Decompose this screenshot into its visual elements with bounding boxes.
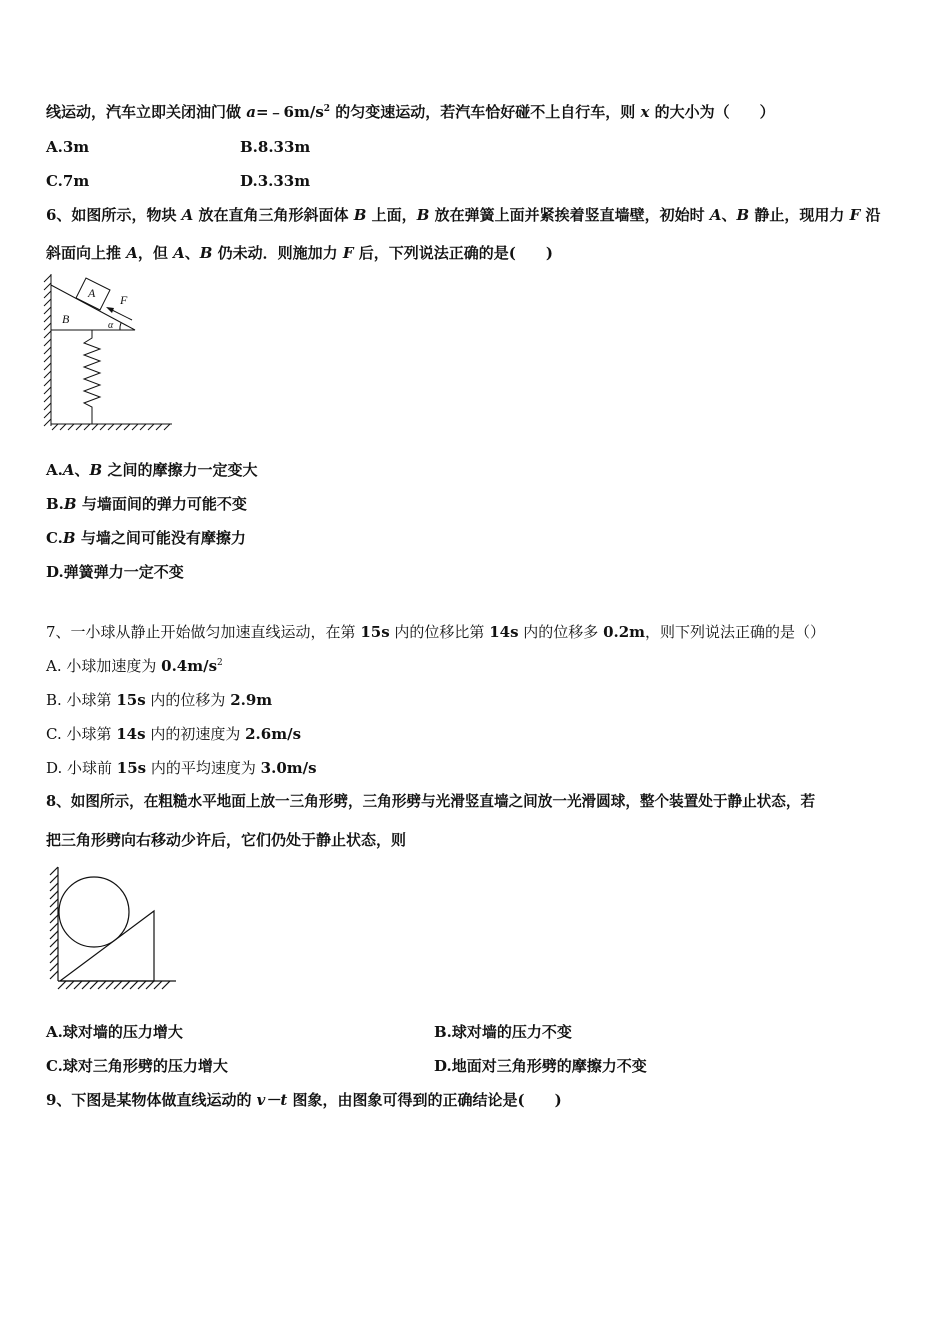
- label-alpha: α: [108, 320, 114, 331]
- q6-figure: [40, 270, 180, 435]
- wall-hatch: [44, 275, 51, 426]
- q5-var-x: x: [640, 103, 650, 121]
- q6-text: 与墙之间可能没有摩擦力: [75, 529, 246, 547]
- q6-text: 仍未动．则施加力: [212, 244, 343, 262]
- q7-text: 7、一小球从静止开始做匀加速直线运动，在第: [46, 623, 361, 641]
- q6-text: 放在直角三角形斜面体: [193, 206, 354, 224]
- q7-value: 14s: [489, 623, 519, 641]
- q7-value: 0.2m: [603, 623, 646, 641]
- q7-value: 0.4m/s: [161, 657, 218, 675]
- q6-var: B: [353, 206, 367, 224]
- label-b: B: [62, 312, 70, 326]
- q5-stem-text: 线运动，汽车立即关闭油门做: [46, 103, 247, 121]
- ground-hatch: [58, 981, 170, 989]
- spring: [84, 330, 100, 424]
- q5-sup: 2: [323, 104, 331, 114]
- q5-stem-text: 的大小为（ ）: [649, 103, 775, 121]
- q7-value: 14s: [116, 725, 146, 743]
- q7-text: 内的位移为: [145, 691, 231, 709]
- q8-stem-line1: 8、如图所示，在粗糙水平地面上放一三角形劈，三角形劈与光滑竖直墙之间放一光滑圆球，整个装置处于静止状态，若: [46, 793, 816, 810]
- q7-sup: 2: [217, 658, 223, 668]
- q6-text: 与墙面间的弹力可能不变: [76, 495, 247, 513]
- q7-text: 内的位移比第: [389, 623, 490, 641]
- q7-option-d: [46, 758, 317, 778]
- q8-option-a: A.球对墙的压力增大: [46, 1023, 183, 1041]
- q5-option-d: D.3.33m: [240, 172, 311, 190]
- q5-stem-text: 的匀变速运动，若汽车恰好碰不上自行车，则: [330, 103, 641, 121]
- floor-hatch: [52, 424, 170, 430]
- q5-option-a: A.3m: [46, 138, 90, 156]
- q6-text: 上面，: [366, 206, 417, 224]
- q7-value: 15s: [116, 759, 147, 777]
- q7-text: B. 小球第: [46, 691, 117, 709]
- q6-var: A: [126, 244, 138, 262]
- q7-text: D. 小球前: [46, 759, 117, 777]
- q9-var: v－t: [256, 1091, 288, 1109]
- q7-option-b: [46, 690, 272, 710]
- q6-option-a: [46, 460, 257, 480]
- ball: [59, 877, 129, 947]
- q6-text: 6、如图所示，物块: [46, 206, 182, 224]
- q6-text: 、: [721, 206, 737, 224]
- q6-var: F: [849, 206, 861, 224]
- q5-stem-text: =﹣6m/s: [255, 103, 324, 121]
- q9-text: 9、下图是某物体做直线运动的: [46, 1091, 257, 1109]
- q6-option-d: D.弹簧弹力一定不变: [46, 563, 184, 581]
- q6-var: B: [63, 495, 77, 513]
- q7-text: 内的平均速度为: [146, 759, 261, 777]
- q8-option-b: B.球对墙的压力不变: [434, 1023, 572, 1041]
- q7-value: 15s: [116, 691, 146, 709]
- q6-var: F: [342, 244, 354, 262]
- q7-text: ，则下列说法正确的是（）: [645, 623, 826, 641]
- q6-var: B: [199, 244, 213, 262]
- q7-value: 2.9m: [230, 691, 273, 709]
- q6-var: A: [709, 206, 722, 224]
- q9-text: 图象，由图象可得到的正确结论是( ): [287, 1091, 562, 1109]
- q8-option-c: C.球对三角形劈的压力增大: [46, 1057, 228, 1075]
- q6-text: 放在弹簧上面并紧挨着竖直墙壁，初始时: [429, 206, 710, 224]
- q7-value: 15s: [360, 623, 390, 641]
- q6-text: 之间的摩擦力一定变大: [102, 461, 258, 479]
- q5-stem: [46, 102, 775, 122]
- option-label: B.: [46, 495, 64, 513]
- option-label: C.: [46, 529, 63, 547]
- label-f: F: [120, 293, 128, 307]
- q6-text: 、: [74, 461, 90, 479]
- arrow-head: [106, 307, 114, 313]
- q6-text: 斜面向上推: [46, 244, 127, 262]
- q6-text: 静止，现用力: [749, 206, 850, 224]
- q6-stem-line1: [46, 205, 881, 225]
- q7-text: A. 小球加速度为: [46, 657, 162, 675]
- q8-stem-line2: 把三角形劈向右移动少许后，它们仍处于静止状态，则: [46, 831, 407, 849]
- q7-text: C. 小球第: [46, 725, 117, 743]
- q7-option-a: [46, 656, 223, 676]
- wedge: [60, 911, 154, 981]
- q7-value: 3.0m/s: [260, 759, 317, 777]
- q6-option-b: [46, 494, 247, 514]
- q7-option-c: [46, 724, 301, 744]
- label-a: A: [88, 286, 96, 300]
- q7-stem: [46, 622, 825, 642]
- q6-text: 后，下列说法正确的是( ): [353, 244, 553, 262]
- q5-option-c: C.7m: [46, 172, 90, 190]
- q6-text: 、: [184, 244, 200, 262]
- angle-arc: [120, 323, 121, 330]
- q6-var: B: [89, 461, 103, 479]
- q7-text: 内的位移多: [518, 623, 604, 641]
- wall-hatch: [50, 867, 58, 979]
- q6-var: A: [62, 461, 75, 479]
- q6-var: A: [173, 244, 185, 262]
- q7-value: 2.6m/s: [245, 725, 302, 743]
- q8-option-d: D.地面对三角形劈的摩擦力不变: [434, 1057, 647, 1075]
- option-label: A.: [46, 461, 63, 479]
- q6-stem-line2: [46, 243, 553, 263]
- q5-var-a: a: [246, 103, 256, 121]
- q6-var: B: [416, 206, 430, 224]
- q7-text: 内的初速度为: [145, 725, 246, 743]
- q6-option-c: [46, 528, 246, 548]
- q6-text: 沿: [860, 206, 881, 224]
- q6-text: ，但: [137, 244, 174, 262]
- q9-stem: [46, 1090, 562, 1110]
- q6-var: A: [181, 206, 194, 224]
- q5-option-b: B.8.33m: [240, 138, 311, 156]
- q6-var: B: [736, 206, 750, 224]
- q6-var: B: [62, 529, 76, 547]
- q8-figure: [44, 865, 184, 995]
